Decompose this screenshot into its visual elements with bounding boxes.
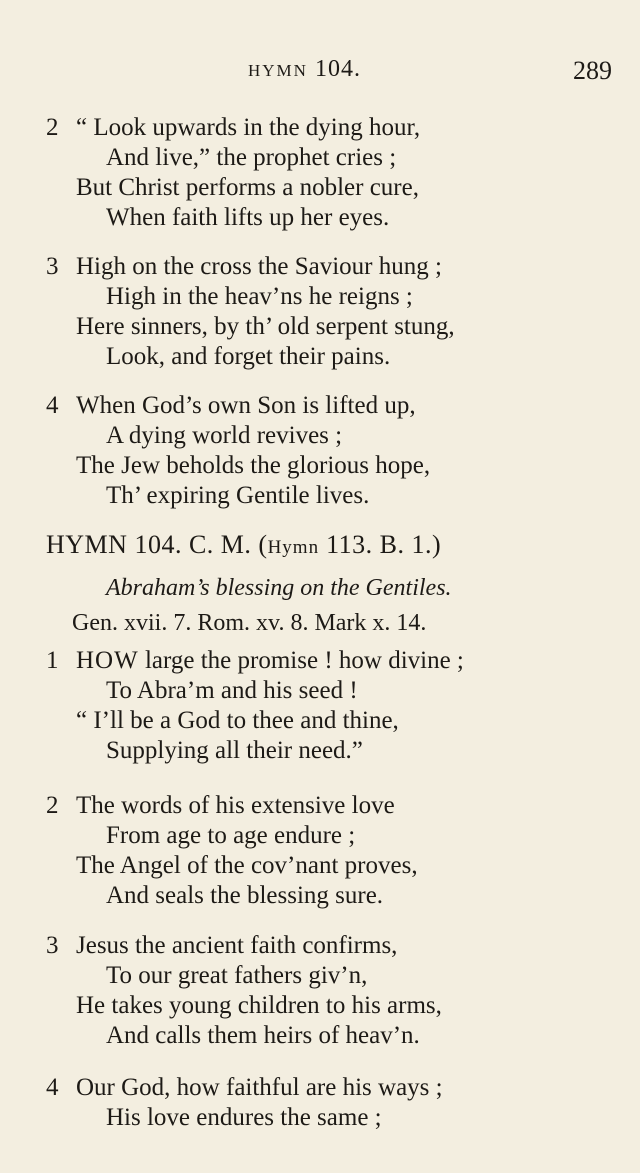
- verse-line: “ Look upwards in the dying hour,: [76, 114, 421, 141]
- verse-line: High in the heav’ns he reigns ;: [106, 283, 413, 310]
- verse-line: When faith lifts up her eyes.: [106, 204, 390, 231]
- verse-line: To Abra’m and his seed !: [106, 677, 358, 704]
- verse-line: Look, and forget their pains.: [106, 343, 391, 370]
- verse-line: Here sinners, by th’ old serpent stung,: [76, 313, 455, 340]
- verse-line: And seals the blessing sure.: [106, 882, 384, 909]
- verse-number: 3: [46, 253, 59, 280]
- running-title: [248, 56, 361, 83]
- verse-line: And live,” the prophet cries ;: [106, 144, 397, 171]
- hymn-heading: [46, 530, 441, 560]
- verse-line: The Angel of the cov’nant proves,: [76, 852, 418, 879]
- verse-line: “ I’ll be a God to thee and thine,: [76, 707, 399, 734]
- running-title-number: 104.: [314, 56, 361, 82]
- verse-line: Supplying all their need.”: [106, 737, 363, 764]
- hymn-heading-main: HYMN 104. C. M. (: [46, 530, 268, 559]
- verse-line: When God’s own Son is lifted up,: [76, 392, 416, 419]
- verse-line: He takes young children to his arms,: [76, 992, 442, 1019]
- verse-line: From age to age endure ;: [106, 822, 356, 849]
- first-word: HOW: [76, 647, 139, 674]
- page-header: [0, 56, 640, 90]
- verse-number: 1: [46, 647, 59, 674]
- scripture-references: Gen. xvii. 7. Rom. xv. 8. Mark x. 14.: [72, 610, 427, 636]
- hymn-heading-hymn: Hymn: [267, 537, 320, 558]
- verse-line: The Jew beholds the glorious hope,: [76, 452, 431, 479]
- first-line-rest: large the promise ! how divine ;: [138, 647, 464, 674]
- verse-line: And calls them heirs of heav’n.: [106, 1022, 420, 1049]
- verse-line: The words of his extensive love: [76, 792, 395, 819]
- verse-line: Our God, how faithful are his ways ;: [76, 1074, 443, 1101]
- verse-line: A dying world revives ;: [106, 422, 343, 449]
- page-number: 289: [573, 56, 612, 85]
- hymn-subtitle: Abraham’s blessing on the Gentiles.: [106, 575, 452, 601]
- verse-line: High on the cross the Saviour hung ;: [76, 253, 442, 280]
- verse-number: 3: [46, 932, 59, 959]
- running-title-prefix: HYMN: [248, 61, 308, 80]
- verse-line-first: [76, 646, 464, 676]
- verse-line: His love endures the same ;: [106, 1104, 382, 1131]
- verse-number: 4: [46, 392, 59, 419]
- verse-line: Jesus the ancient faith confirms,: [76, 932, 398, 959]
- hymn-heading-rest: 113. B. 1.): [319, 530, 442, 559]
- verse-number: 4: [46, 1074, 59, 1101]
- verse-number: 2: [46, 114, 59, 141]
- verse-line: To our great fathers giv’n,: [106, 962, 368, 989]
- verse-number: 2: [46, 792, 59, 819]
- verse-line: But Christ performs a nobler cure,: [76, 174, 419, 201]
- verse-line: Th’ expiring Gentile lives.: [106, 482, 370, 509]
